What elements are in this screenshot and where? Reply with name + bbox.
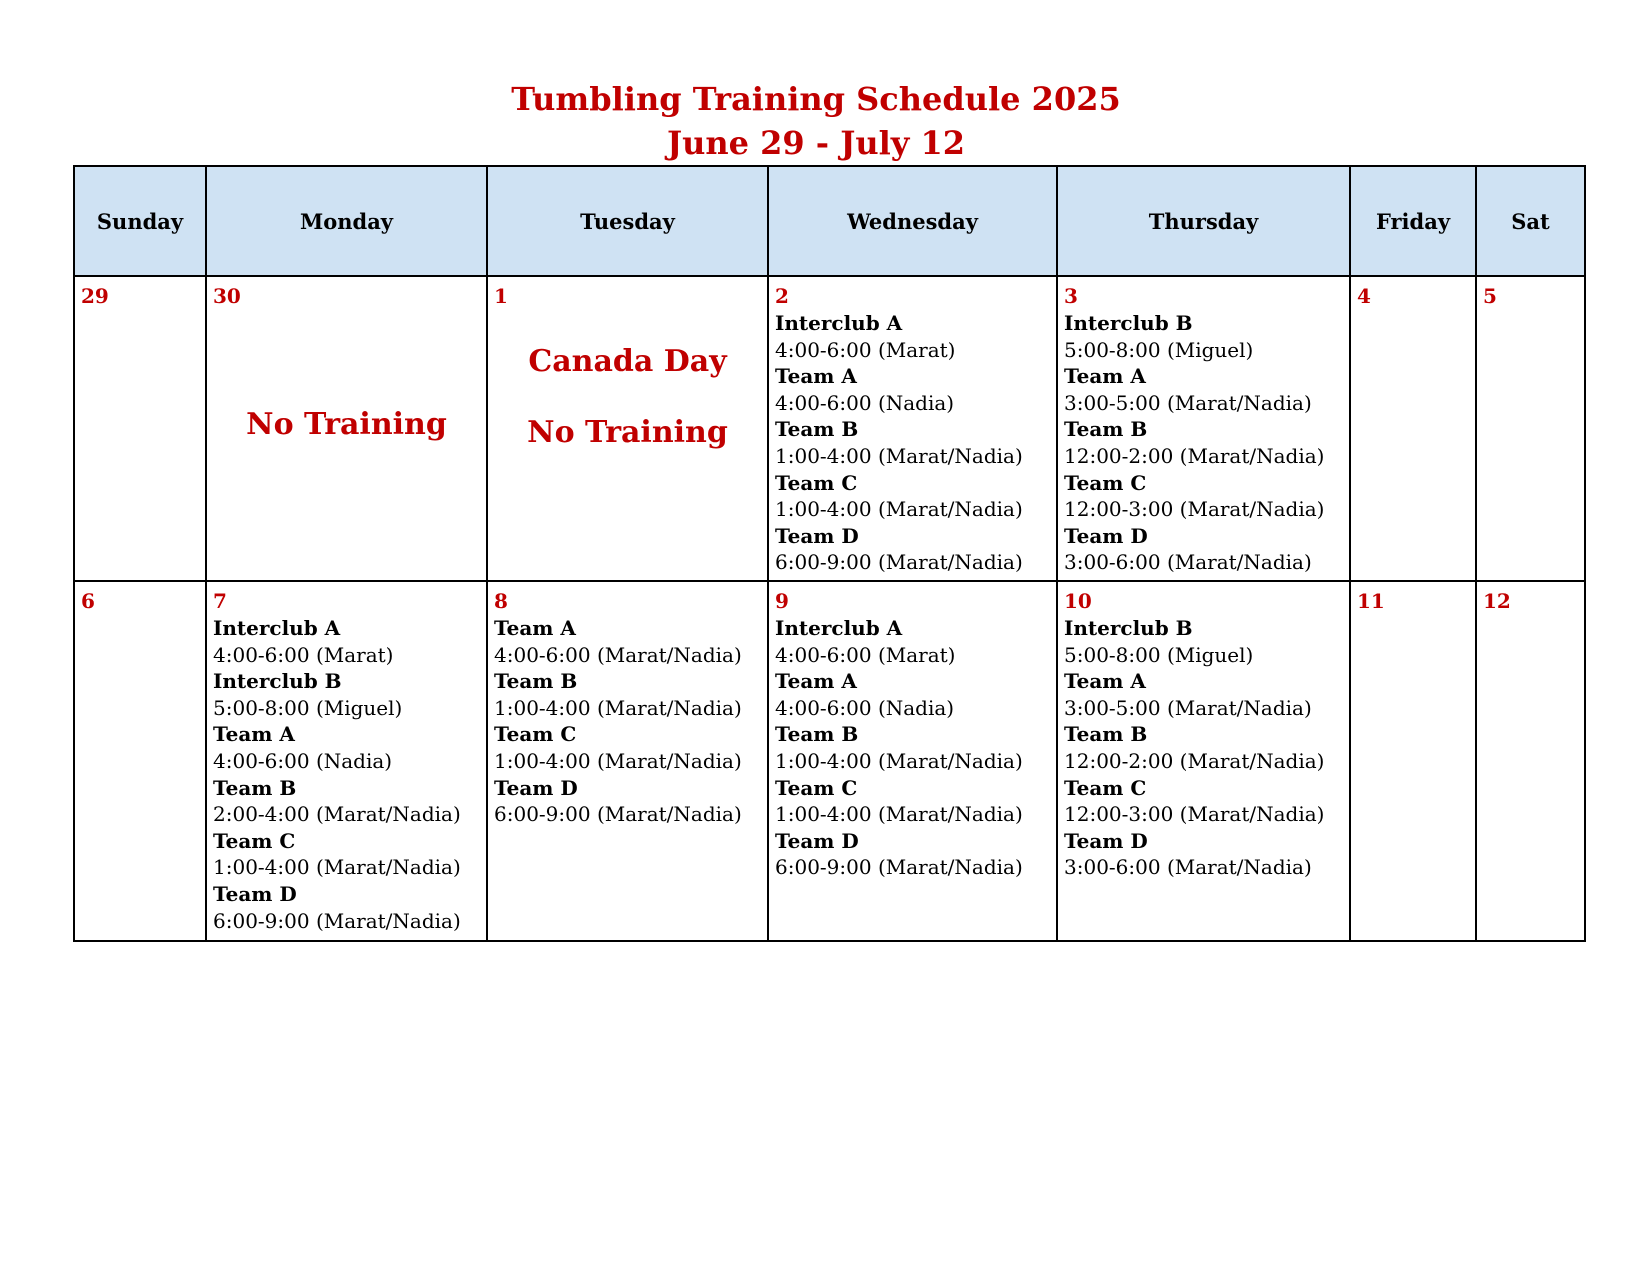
session-time: 1:00-4:00 (Marat/Nadia)	[775, 443, 1023, 468]
session-name: Team C	[1064, 470, 1147, 495]
session-time: 5:00-8:00 (Miguel)	[213, 695, 403, 720]
session-name: Team B	[213, 775, 297, 800]
header-saturday: Sat	[1476, 166, 1585, 276]
session-name: Team A	[1064, 669, 1146, 694]
no-training-notice: No Training	[527, 415, 728, 450]
day-cell-30	[206, 276, 487, 581]
session-time: 4:00-6:00 (Marat)	[213, 642, 394, 667]
session-list	[1064, 310, 1349, 576]
session-name: Team C	[1064, 775, 1147, 800]
page-title: Tumbling Training Schedule 2025	[511, 80, 1121, 118]
session-list	[775, 615, 1056, 881]
day-number: 7	[213, 589, 227, 613]
session-time: 1:00-4:00 (Marat/Nadia)	[775, 802, 1023, 827]
session-name: Team B	[775, 417, 859, 442]
header-row	[74, 166, 1585, 276]
header-sunday: Sunday	[74, 166, 206, 276]
session-name: Interclub B	[1064, 616, 1193, 640]
session-time: 2:00-4:00 (Marat/Nadia)	[213, 802, 461, 827]
session-time: 1:00-4:00 (Marat/Nadia)	[494, 695, 742, 720]
session-name: Team C	[775, 470, 858, 495]
session-list	[494, 615, 767, 828]
session-name: Interclub A	[775, 616, 903, 640]
session-time: 4:00-6:00 (Nadia)	[775, 390, 955, 415]
day-number: 29	[81, 284, 109, 308]
day-cell-29	[74, 276, 206, 581]
day-number: 30	[213, 284, 241, 308]
session-name: Interclub B	[1064, 311, 1193, 335]
session-time: 3:00-5:00 (Marat/Nadia)	[1064, 695, 1312, 720]
day-cell-3	[1057, 276, 1350, 581]
session-time: 12:00-3:00 (Marat/Nadia)	[1064, 802, 1325, 827]
day-number: 12	[1483, 589, 1511, 613]
session-time: 4:00-6:00 (Nadia)	[775, 695, 955, 720]
session-name: Interclub A	[775, 311, 903, 335]
day-cell-8	[487, 581, 768, 941]
session-time: 12:00-2:00 (Marat/Nadia)	[1064, 748, 1325, 773]
day-cell-5	[1476, 276, 1585, 581]
session-name: Team D	[1064, 523, 1148, 548]
session-name: Team A	[775, 669, 857, 694]
holiday-notice: Canada Day	[528, 344, 727, 379]
session-name: Team C	[494, 722, 577, 747]
calendar-table	[73, 165, 1586, 942]
session-time: 6:00-9:00 (Marat/Nadia)	[775, 855, 1023, 880]
session-name: Team D	[775, 523, 859, 548]
page-subtitle: June 29 - July 12	[666, 124, 966, 162]
session-time: 1:00-4:00 (Marat/Nadia)	[213, 855, 461, 880]
session-time: 12:00-3:00 (Marat/Nadia)	[1064, 497, 1325, 522]
session-name: Interclub B	[213, 669, 342, 694]
session-name: Team B	[494, 669, 578, 694]
session-name: Team D	[775, 828, 859, 853]
session-name: Team B	[775, 722, 859, 747]
header-thursday: Thursday	[1057, 166, 1350, 276]
day-number: 4	[1357, 284, 1371, 308]
session-time: 4:00-6:00 (Nadia)	[213, 748, 393, 773]
day-number: 9	[775, 589, 789, 613]
day-number: 11	[1357, 589, 1385, 613]
session-name: Team D	[494, 775, 578, 800]
day-cell-7	[206, 581, 487, 941]
day-number: 6	[81, 589, 95, 613]
session-name: Team A	[494, 616, 576, 640]
week-row-2	[74, 581, 1585, 941]
session-time: 6:00-9:00 (Marat/Nadia)	[213, 908, 461, 933]
no-training-notice: No Training	[246, 407, 447, 442]
header-friday: Friday	[1350, 166, 1476, 276]
session-list	[213, 615, 486, 934]
session-time: 3:00-5:00 (Marat/Nadia)	[1064, 390, 1312, 415]
session-time: 5:00-8:00 (Miguel)	[1064, 337, 1254, 362]
session-time: 12:00-2:00 (Marat/Nadia)	[1064, 443, 1325, 468]
day-cell-2	[768, 276, 1057, 581]
day-number: 5	[1483, 284, 1497, 308]
day-number: 2	[775, 284, 789, 308]
session-time: 4:00-6:00 (Marat/Nadia)	[494, 642, 742, 667]
session-name: Team A	[213, 722, 295, 747]
session-time: 4:00-6:00 (Marat)	[775, 337, 956, 362]
session-name: Team D	[1064, 828, 1148, 853]
day-cell-6	[74, 581, 206, 941]
session-name: Team C	[775, 775, 858, 800]
session-name: Team A	[775, 364, 857, 389]
day-number: 8	[494, 589, 508, 613]
session-name: Team D	[213, 881, 297, 906]
header-monday: Monday	[206, 166, 487, 276]
day-number: 3	[1064, 284, 1078, 308]
session-name: Team B	[1064, 417, 1148, 442]
session-time: 6:00-9:00 (Marat/Nadia)	[775, 550, 1023, 575]
session-name: Team C	[213, 828, 296, 853]
header-tuesday: Tuesday	[487, 166, 768, 276]
session-time: 3:00-6:00 (Marat/Nadia)	[1064, 550, 1312, 575]
day-number: 10	[1064, 589, 1092, 613]
header-wednesday: Wednesday	[768, 166, 1057, 276]
session-time: 1:00-4:00 (Marat/Nadia)	[775, 497, 1023, 522]
session-time: 5:00-8:00 (Miguel)	[1064, 642, 1254, 667]
day-cell-9	[768, 581, 1057, 941]
day-cell-12	[1476, 581, 1585, 941]
session-list	[775, 310, 1056, 576]
week-row-1	[74, 276, 1585, 581]
session-list	[1064, 615, 1349, 881]
day-cell-1	[487, 276, 768, 581]
session-time: 3:00-6:00 (Marat/Nadia)	[1064, 855, 1312, 880]
session-time: 6:00-9:00 (Marat/Nadia)	[494, 802, 742, 827]
session-name: Interclub A	[213, 616, 341, 640]
day-cell-4	[1350, 276, 1476, 581]
day-cell-10	[1057, 581, 1350, 941]
session-time: 1:00-4:00 (Marat/Nadia)	[775, 748, 1023, 773]
session-name: Team B	[1064, 722, 1148, 747]
session-time: 4:00-6:00 (Marat)	[775, 642, 956, 667]
session-name: Team A	[1064, 364, 1146, 389]
day-number: 1	[494, 284, 508, 308]
session-time: 1:00-4:00 (Marat/Nadia)	[494, 748, 742, 773]
day-cell-11	[1350, 581, 1476, 941]
